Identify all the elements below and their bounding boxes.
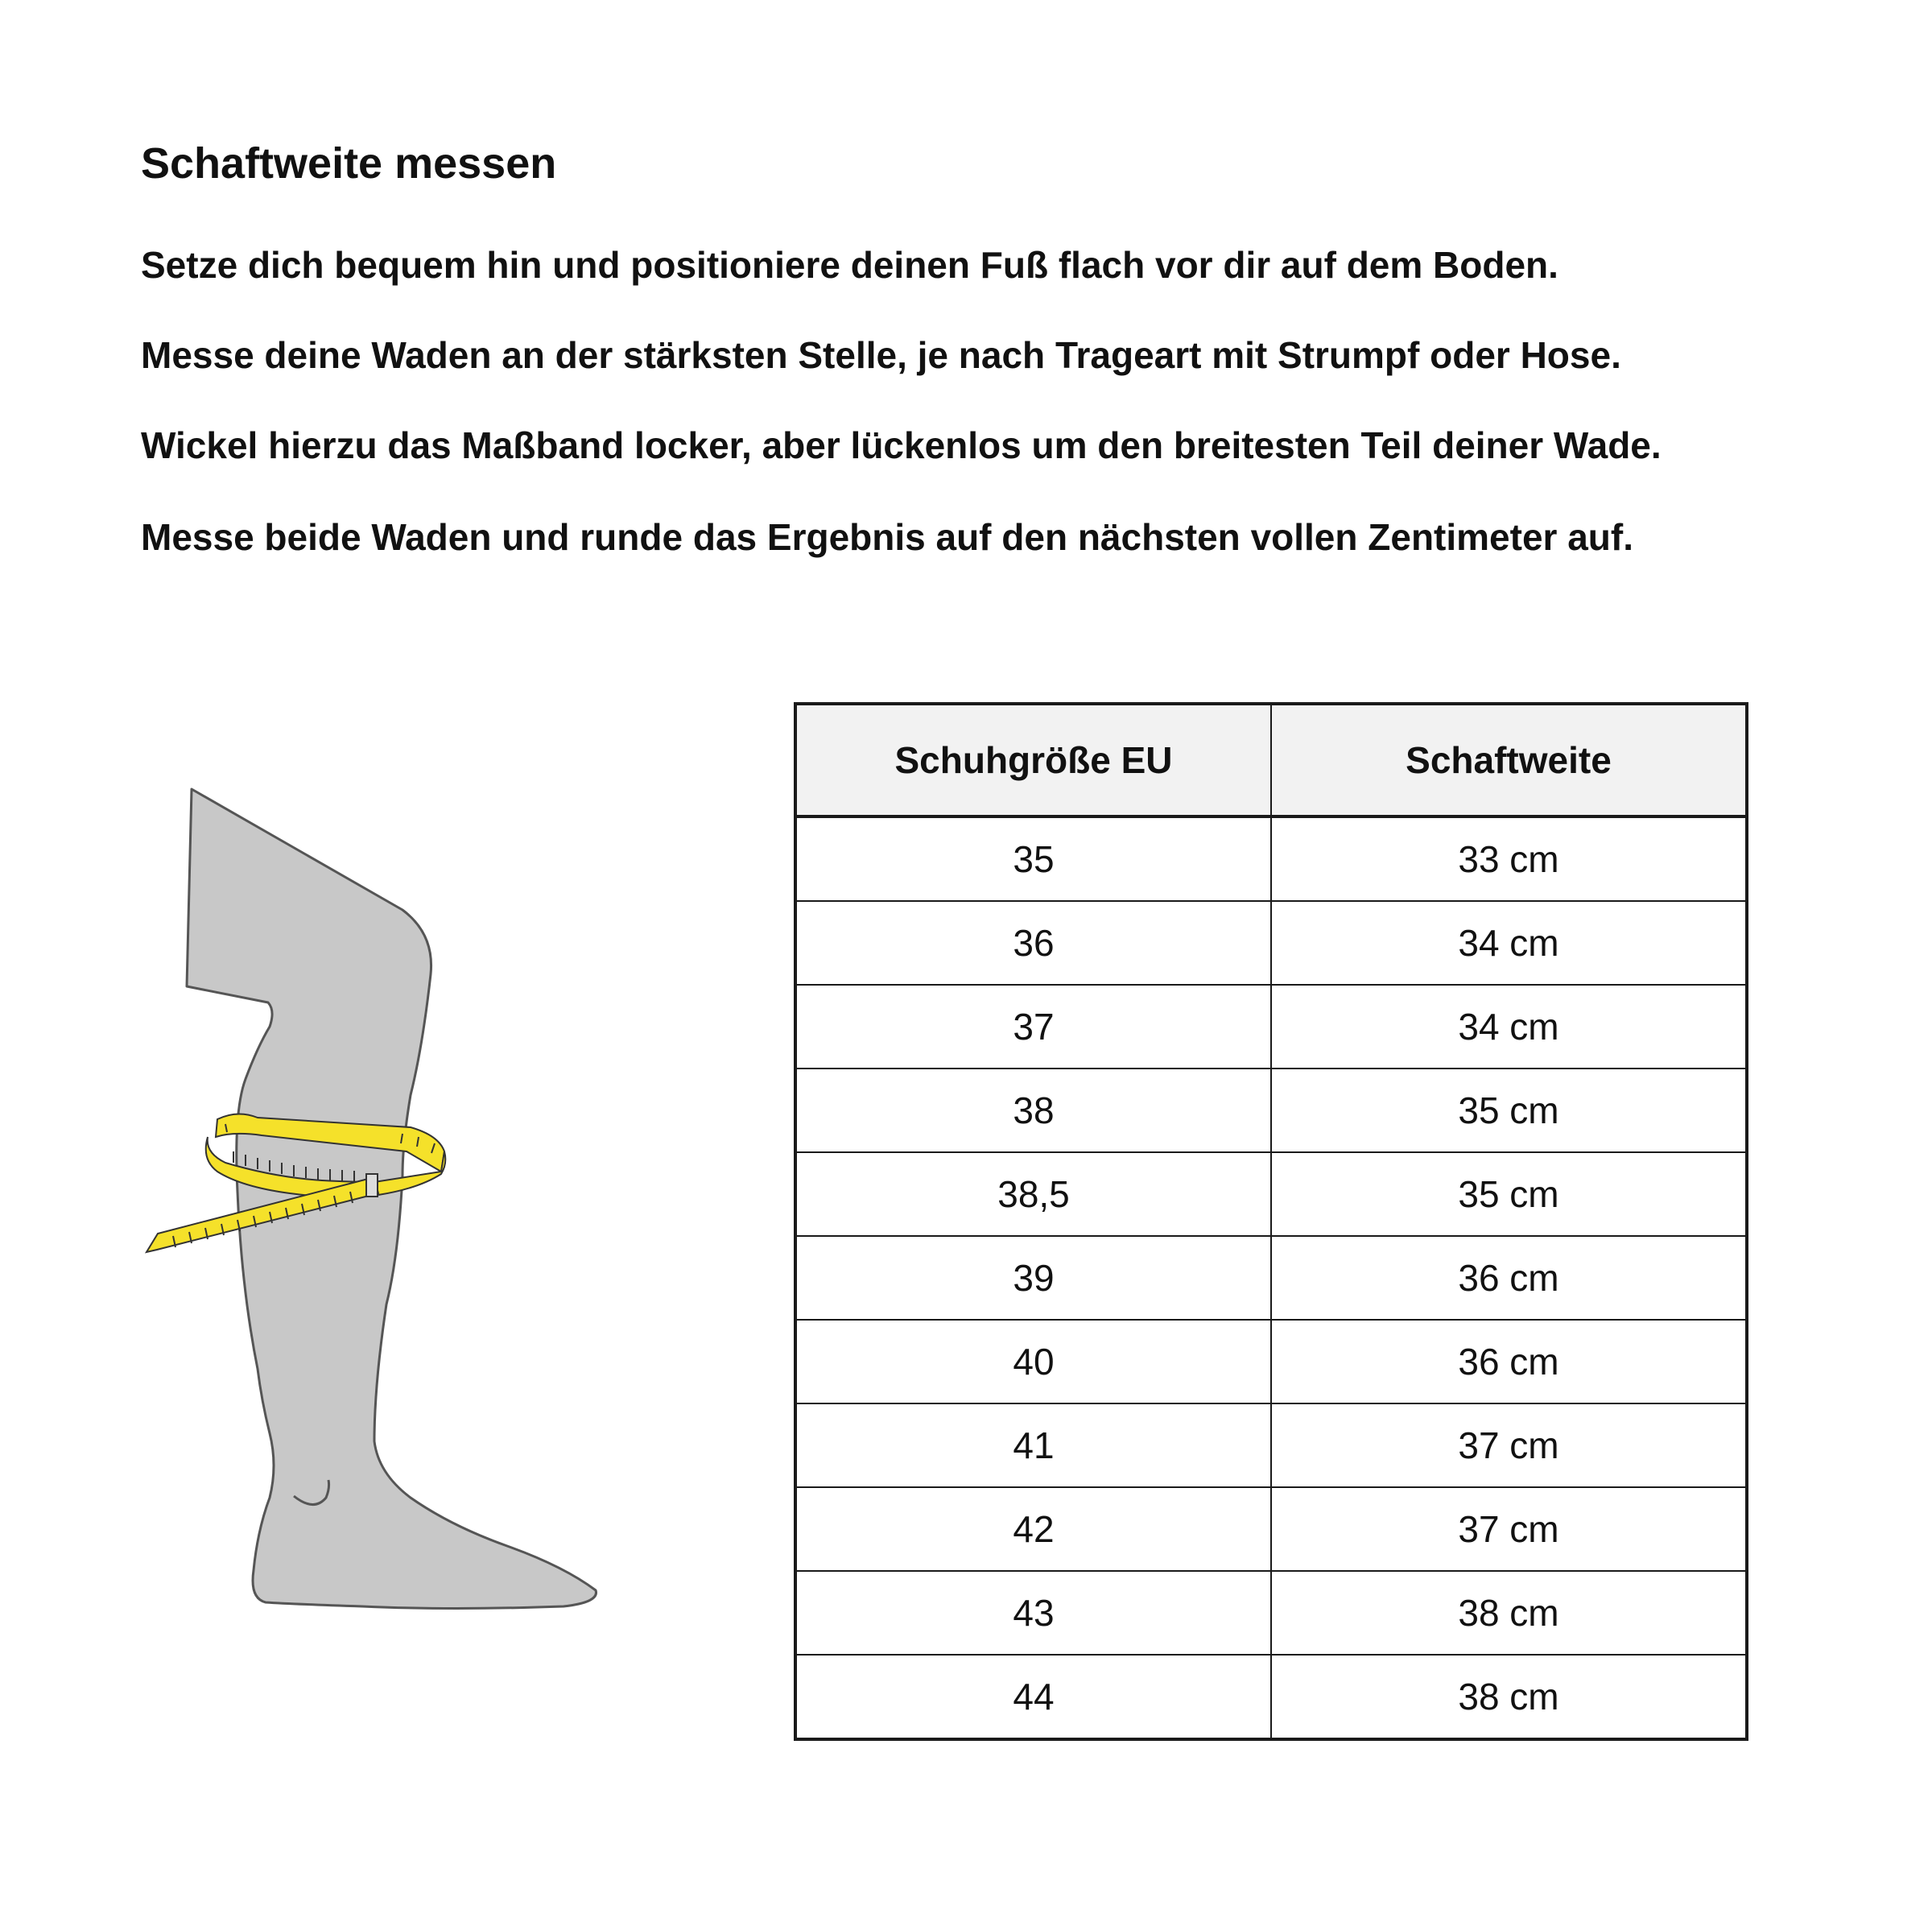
- instruction-4: Messe beide Waden und runde das Ergebnis auf den nächsten vollen Zentimeter auf.: [141, 516, 1633, 558]
- table-row: [795, 1403, 1747, 1487]
- instruction-2: Messe deine Waden an der stärksten Stelle, je nach Trageart mit Strumpf oder Hose.: [141, 334, 1621, 376]
- table-row: [795, 1487, 1747, 1571]
- shaft-width-cell: 37 cm: [1271, 1487, 1747, 1571]
- shoe-size-cell: 41: [795, 1403, 1271, 1487]
- table-row: [795, 985, 1747, 1069]
- table-row: [795, 1655, 1747, 1739]
- instruction-3: Wickel hierzu das Maßband locker, aber lückenlos um den breitesten Teil deiner Wade.: [141, 424, 1662, 466]
- table-row: [795, 1152, 1747, 1236]
- shoe-size-cell: 42: [795, 1487, 1271, 1571]
- shaft-width-cell: 34 cm: [1271, 985, 1747, 1069]
- table-header-row: [795, 704, 1747, 816]
- leg-silhouette: [187, 789, 597, 1609]
- shaft-width-cell: 34 cm: [1271, 901, 1747, 985]
- table-row: [795, 1571, 1747, 1655]
- tape-buckle: [366, 1174, 378, 1197]
- column-header-shaft-width: Schaftweite: [1271, 704, 1747, 816]
- shaft-width-cell: 36 cm: [1271, 1320, 1747, 1403]
- table-row: [795, 1236, 1747, 1320]
- shaft-width-cell: 38 cm: [1271, 1655, 1747, 1739]
- table-row: [795, 816, 1747, 901]
- shoe-size-cell: 39: [795, 1236, 1271, 1320]
- leg-with-measuring-tape-icon: [121, 773, 620, 1627]
- page-title: Schaftweite messen: [141, 139, 557, 188]
- shoe-size-cell: 38: [795, 1069, 1271, 1152]
- shaft-width-cell: 38 cm: [1271, 1571, 1747, 1655]
- table-row: [795, 901, 1747, 985]
- shoe-size-cell: 40: [795, 1320, 1271, 1403]
- size-table: [794, 702, 1748, 1741]
- table-row: [795, 1069, 1747, 1152]
- shaft-width-cell: 37 cm: [1271, 1403, 1747, 1487]
- shoe-size-cell: 35: [795, 816, 1271, 901]
- shaft-width-cell: 35 cm: [1271, 1152, 1747, 1236]
- shoe-size-cell: 37: [795, 985, 1271, 1069]
- shoe-size-cell: 36: [795, 901, 1271, 985]
- shoe-size-cell: 44: [795, 1655, 1271, 1739]
- shaft-width-cell: 33 cm: [1271, 816, 1747, 901]
- instruction-1: Setze dich bequem hin und positioniere deinen Fuß flach vor dir auf dem Boden.: [141, 244, 1558, 286]
- shaft-width-cell: 36 cm: [1271, 1236, 1747, 1320]
- shoe-size-cell: 43: [795, 1571, 1271, 1655]
- table-row: [795, 1320, 1747, 1403]
- column-header-shoe-size: Schuhgröße EU: [795, 704, 1271, 816]
- shaft-width-cell: 35 cm: [1271, 1069, 1747, 1152]
- shoe-size-cell: 38,5: [795, 1152, 1271, 1236]
